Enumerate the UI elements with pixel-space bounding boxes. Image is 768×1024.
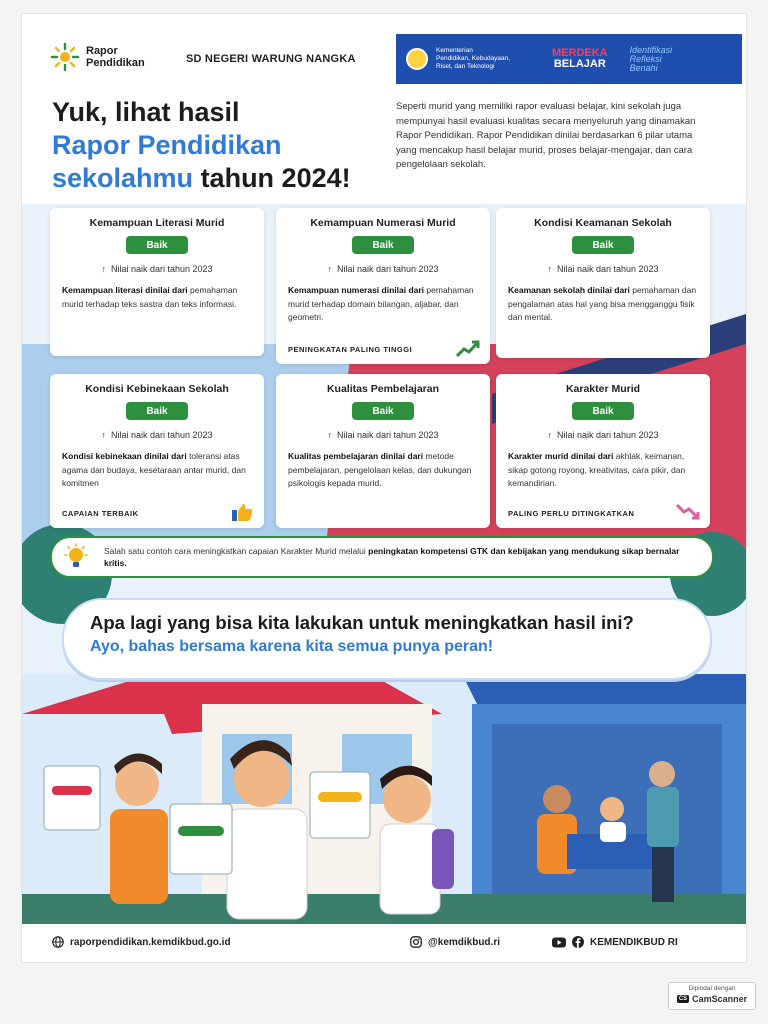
trend-label: Nilai naik dari tahun 2023 bbox=[336, 264, 439, 274]
social-text: KEMENDIKBUD RI bbox=[590, 936, 678, 948]
globe-icon bbox=[52, 936, 64, 948]
trending-up-icon bbox=[456, 338, 480, 358]
question-line-1: Apa lagi yang bisa kita lakukan untuk meningkatkan hasil ini? bbox=[90, 612, 634, 633]
card-keamanan bbox=[496, 208, 710, 358]
desc-rest: pemahaman murid terhadap domain bilangan, aljabar, dan geometri. bbox=[288, 285, 474, 322]
desc-rest: akhlak, keimanan, sikap gotong royong, kreativitas, cara pikir, dan kemandirian. bbox=[508, 451, 686, 488]
website-link[interactable] bbox=[52, 936, 231, 948]
scanner-label: Dipindai dengan bbox=[688, 985, 736, 992]
school-name: SD NEGERI WARUNG NANGKA bbox=[186, 53, 356, 65]
highlight-tag: PENINGKATAN PALING TINGGI bbox=[288, 345, 413, 354]
website-text: raporpendidikan.kemdikbud.go.id bbox=[70, 936, 231, 948]
headline-line-3 bbox=[52, 162, 351, 195]
headline bbox=[52, 96, 351, 195]
footer bbox=[22, 924, 746, 962]
ministry-line-2: Pendidikan, Kebudayaan, bbox=[436, 55, 511, 62]
ministry-name bbox=[436, 47, 536, 71]
trend-label: Nilai naik dari tahun 2023 bbox=[556, 430, 659, 440]
headline-line-3-rest: tahun 2024! bbox=[193, 163, 351, 193]
tip-text-start: Salah satu contoh cara meningkatkan capaian Karakter Murid melalui bbox=[104, 545, 369, 556]
card-kebinekaan bbox=[50, 374, 264, 528]
trend-label: Nilai naik dari tahun 2023 bbox=[336, 430, 439, 440]
card-description bbox=[288, 284, 478, 325]
card-description bbox=[62, 450, 252, 491]
card-title: Kondisi Keamanan Sekolah bbox=[534, 217, 672, 229]
card-literasi bbox=[50, 208, 264, 356]
arrow-up-icon: ↑ bbox=[101, 430, 106, 440]
card-pembelajaran bbox=[276, 374, 490, 528]
arrow-up-icon: ↑ bbox=[327, 264, 332, 274]
intro-paragraph: Seperti murid yang memiliki rapor evaluasi belajar, kini sekolah juga mempunyai hasil evaluasi kualitas secara menyeluruh yang dinamakan Rapor Pendidikan. Rapor Pendidikan dinilai berdasarkan 6 pilar utama yang mencakup hasil belajar murid, proses belajar-mengajar, dan cara pengelolaan sekolah. bbox=[396, 101, 696, 170]
tip-text bbox=[104, 545, 684, 570]
status-badge: Baik bbox=[352, 402, 414, 420]
camscanner-icon: CS bbox=[678, 996, 688, 1002]
card-title: Kemampuan Literasi Murid bbox=[89, 217, 225, 229]
tip-banner bbox=[50, 536, 714, 578]
desc-bold: Karakter murid dinilai dari bbox=[508, 451, 614, 461]
trend-text bbox=[508, 264, 698, 274]
desc-bold: Kemampuan numerasi dinilai dari bbox=[288, 285, 425, 295]
sun-logo-icon bbox=[50, 42, 80, 72]
desc-rest: pemahaman murid terhadap teks sastra dan teks informasi. bbox=[62, 285, 238, 309]
belajar-text: BELAJAR bbox=[553, 58, 606, 70]
trend-text bbox=[508, 430, 698, 440]
ministry-line-3: Riset, dan Teknologi bbox=[436, 63, 495, 70]
logo-line-1: Rapor bbox=[86, 45, 118, 57]
card-description bbox=[508, 450, 698, 491]
trend-text bbox=[288, 264, 478, 274]
card-description bbox=[62, 284, 252, 311]
irb-logo bbox=[630, 46, 673, 73]
logo-line-2: Pendidikan bbox=[86, 57, 145, 69]
desc-rest: toleransi atas agama dan budaya, kesetaraan antar murid, dan komitmen bbox=[62, 451, 246, 488]
arrow-up-icon: ↑ bbox=[327, 430, 332, 440]
rapor-pendidikan-logo bbox=[50, 42, 145, 72]
trend-text bbox=[288, 430, 478, 440]
scanner-brand-text: CamScanner bbox=[692, 994, 748, 1004]
tip-text-bold: peningkatan kompetensi GTK dan kebijakan yang mendukung sikap bernalar kritis. bbox=[104, 545, 680, 568]
youtube-icon bbox=[552, 937, 566, 948]
status-badge: Baik bbox=[126, 236, 188, 254]
irb-line-1: Identifikasi bbox=[629, 44, 673, 55]
desc-bold: Kualitas pembelajaran dinilai dari bbox=[288, 451, 424, 461]
status-badge: Baik bbox=[126, 402, 188, 420]
highlight-tag: PALING PERLU DITINGKATKAN bbox=[508, 509, 635, 518]
question-bubble bbox=[62, 598, 712, 680]
thumbs-up-icon bbox=[230, 502, 254, 522]
trend-label: Nilai naik dari tahun 2023 bbox=[110, 264, 213, 274]
instagram-text: @kemdikbud.ri bbox=[428, 936, 500, 948]
card-title: Kualitas Pembelajaran bbox=[326, 383, 440, 395]
irb-line-3: Benahi bbox=[629, 62, 658, 73]
card-description bbox=[288, 450, 478, 491]
instagram-link[interactable] bbox=[410, 936, 500, 948]
desc-bold: Kemampuan literasi dinilai dari bbox=[62, 285, 188, 295]
camscanner-watermark bbox=[668, 982, 756, 1010]
headline-line-3-blue: sekolahmu bbox=[52, 163, 194, 193]
merdeka-belajar-logo bbox=[552, 48, 608, 70]
facebook-icon bbox=[572, 936, 584, 948]
card-karakter bbox=[496, 374, 710, 528]
lightbulb-icon bbox=[62, 543, 90, 571]
arrow-up-icon: ↑ bbox=[101, 264, 106, 274]
status-badge: Baik bbox=[572, 236, 634, 254]
headline-line-1: Yuk, lihat hasil bbox=[52, 97, 240, 127]
ministry-banner bbox=[396, 34, 742, 84]
desc-bold: Keamanan sekolah dinilai dari bbox=[508, 285, 630, 295]
highlight-tag: CAPAIAN TERBAIK bbox=[62, 509, 139, 518]
question-line-2: Ayo, bahas bersama karena kita semua punya peran! bbox=[90, 638, 494, 655]
trending-down-icon bbox=[676, 502, 700, 522]
desc-bold: Kondisi kebinekaan dinilai dari bbox=[62, 451, 187, 461]
card-description bbox=[508, 284, 698, 325]
arrow-up-icon: ↑ bbox=[547, 264, 552, 274]
card-title: Karakter Murid bbox=[565, 383, 641, 395]
arrow-up-icon: ↑ bbox=[547, 430, 552, 440]
status-badge: Baik bbox=[572, 402, 634, 420]
desc-rest: pemahaman dan pengalaman atas hal yang bisa mengganggu fisik dan mental. bbox=[508, 285, 697, 322]
logo-text bbox=[86, 45, 145, 69]
students-illustration bbox=[110, 740, 454, 919]
trend-text bbox=[62, 264, 252, 274]
instagram-icon bbox=[410, 936, 422, 948]
card-title: Kemampuan Numerasi Murid bbox=[310, 217, 456, 229]
trend-label: Nilai naik dari tahun 2023 bbox=[556, 264, 659, 274]
card-numerasi bbox=[276, 208, 490, 364]
ministry-line-1: Kementerian bbox=[436, 47, 473, 54]
status-badge: Baik bbox=[352, 236, 414, 254]
headline-line-2: Rapor Pendidikan bbox=[52, 130, 282, 160]
trend-text bbox=[62, 430, 252, 440]
irb-line-2: Refleksi bbox=[629, 53, 662, 64]
desc-rest: metode pembelajaran, pengelolaan kelas, dan dukungan psikologis kepada murid. bbox=[288, 451, 472, 488]
card-title: Kondisi Kebinekaan Sekolah bbox=[85, 383, 229, 395]
trend-label: Nilai naik dari tahun 2023 bbox=[110, 430, 213, 440]
social-link[interactable] bbox=[552, 936, 678, 948]
scanner-brand bbox=[669, 994, 755, 1004]
tut-wuri-handayani-icon bbox=[406, 48, 428, 70]
merdeka-text: MERDEKA bbox=[552, 47, 608, 59]
poster bbox=[22, 14, 746, 962]
